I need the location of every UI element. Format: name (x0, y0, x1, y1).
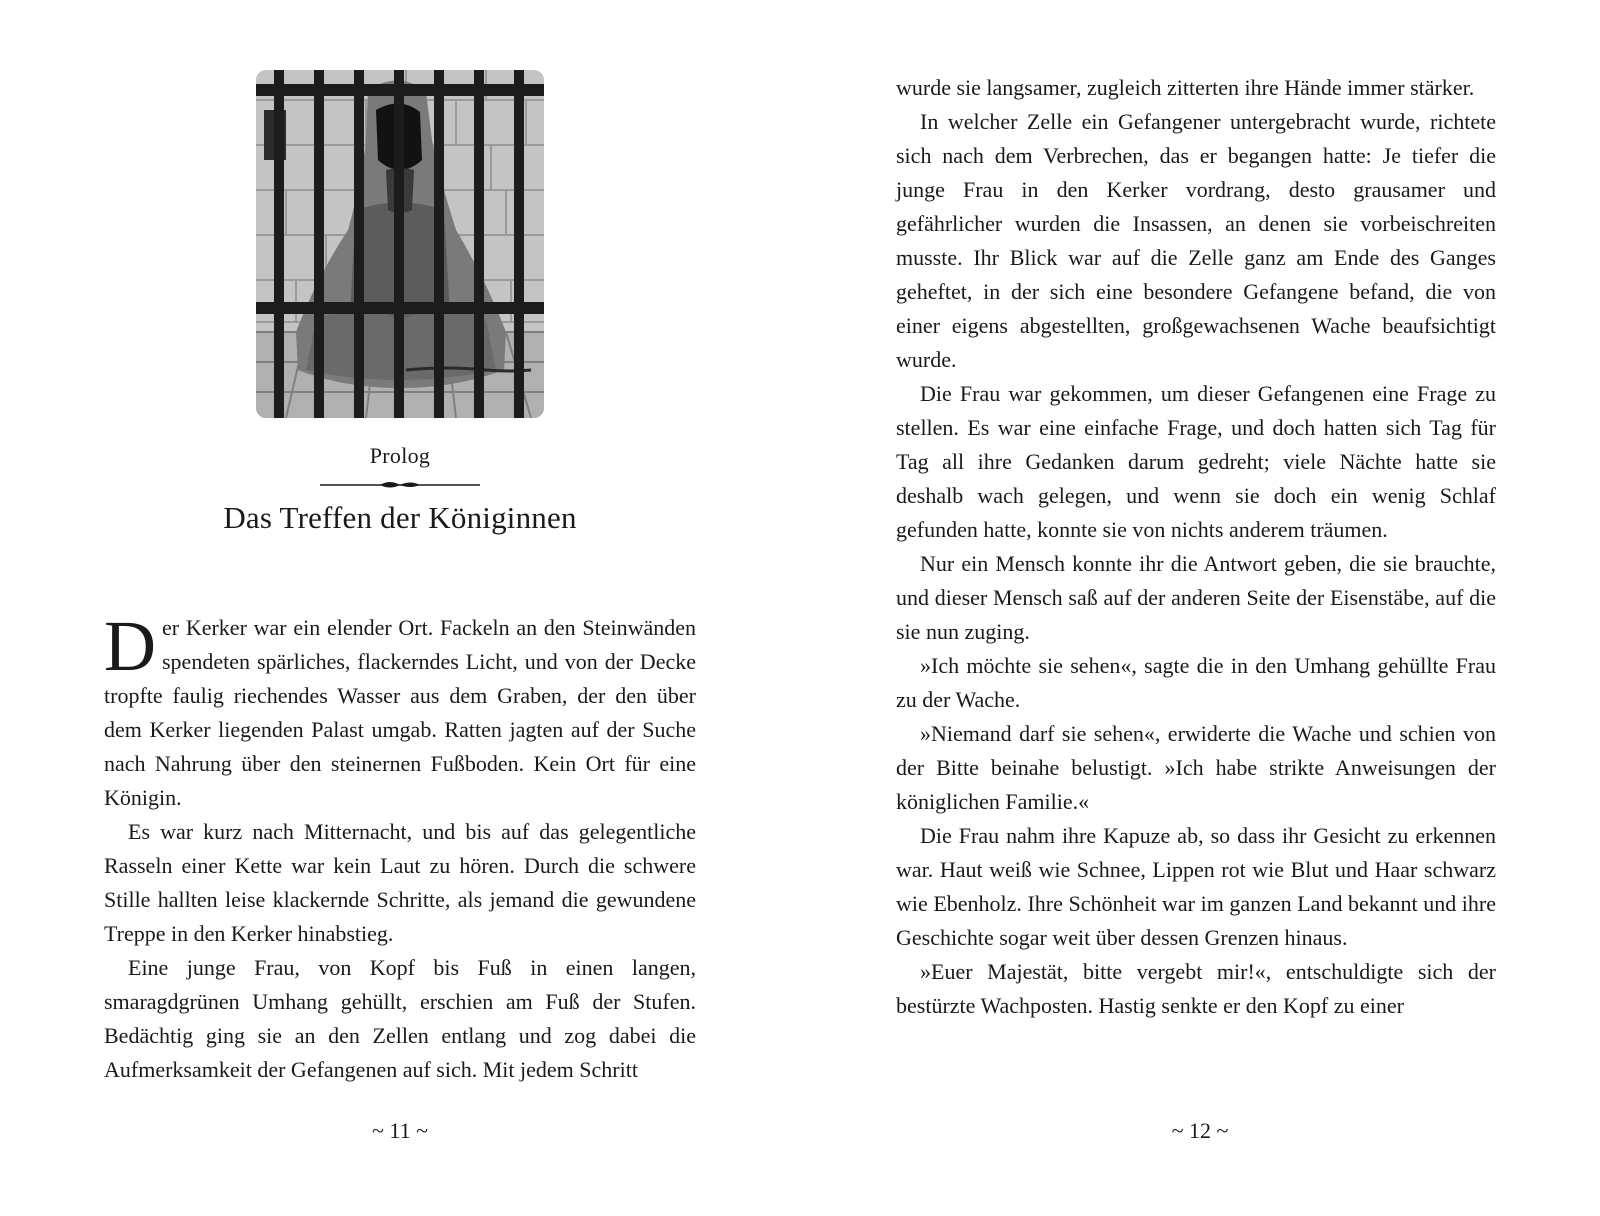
paragraph: Eine junge Frau, von Kopf bis Fuß in einen langen, smaragdgrünen Umhang gehüllt, erschien am Fuß der Stufen. Bedächtig ging sie an den Zellen entlang und zog dabei die Aufmerksamkeit der Gefangenen auf sich. Mit jedem Schritt (104, 955, 696, 1082)
paragraph: »Niemand darf sie sehen«, erwiderte die Wache und schien von der Bitte beinahe belustigt. »Ich habe strikte Anweisungen der königlichen Familie.« (896, 721, 1496, 814)
left-page-body (104, 606, 696, 1087)
paragraph: Nur ein Mensch konnte ihr die Antwort geben, die sie brauchte, und dieser Mensch saß auf der anderen Seite der Eisenstäbe, auf die sie nun zuging. (896, 551, 1496, 644)
paragraph: Die Frau nahm ihre Kapuze ab, so dass ihr Gesicht zu erkennen war. Haut weiß wie Schnee, Lippen rot wie Blut und Haar schwarz wie Ebenholz. Ihre Schönheit war im ganzen Land bekannt und ihre Geschichte sogar weit über dessen Grenzen hinaus. (896, 823, 1496, 950)
chapter-label: Prolog (369, 443, 431, 468)
paragraph (104, 606, 696, 815)
hooded-prisoner-behind-bars-icon (256, 70, 544, 418)
ornament-divider-icon (320, 478, 480, 492)
paragraph: »Ich möchte sie sehen«, sagte die in den Umhang gehüllte Frau zu der Wache. (896, 653, 1496, 712)
right-page-body (896, 71, 1496, 1023)
dropcap-letter: D (104, 606, 156, 686)
paragraph: Es war kurz nach Mitternacht, und bis auf das gelegentliche Rasseln einer Kette war kein Laut zu hören. Durch die schwere Stille hallten leise klackernde Schritte, als jemand die gewundene Treppe in den Kerker hinabstieg. (104, 819, 696, 946)
paragraph: Die Frau war gekommen, um dieser Gefangenen eine Frage zu stellen. Es war eine einfache Frage, und doch hatten sich Tag für Tag all ihre Gedanken darum gedreht; viele Nächte hatte sie deshalb wach gelegen, und wenn sie doch ein wenig Schlaf gefunden hatte, konnte sie von nichts anderem träumen. (896, 381, 1496, 542)
page-number: ~ 12 ~ (1171, 1118, 1229, 1143)
page-number: ~ 11 ~ (372, 1118, 428, 1143)
paragraph: In welcher Zelle ein Gefangener untergebracht wurde, richtete sich nach dem Verbrechen, das er begangen hatte: Je tiefer die junge Frau in den Kerker vordrang, desto grausamer und gefährlicher wurden die Insassen, an denen sie vorbeischreiten musste. Ihr Blick war auf die Zelle ganz am Ende des Ganges geheftet, in der sich eine besondere Gefangene befand, die von einer eigens abgestellten, großgewachsenen Wache beaufsichtigt wurde. (896, 109, 1496, 372)
right-page (800, 0, 1600, 1216)
chapter-title: Das Treffen der Königinnen (223, 500, 577, 535)
paragraph: wurde sie langsamer, zugleich zitterten ihre Hände immer stärker. (896, 75, 1475, 100)
paragraph-text: er Kerker war ein elender Ort. Fackeln an den Steinwänden spendeten spärliches, flackerndes Licht, und von der Decke tropfte faulig riechendes Wasser aus dem Graben, der den über dem Kerker liegenden Palast umgab. Ratten jagten auf der Suche nach Nahrung über den steinernen Fußboden. Kein Ort für eine Königin. (104, 615, 696, 810)
paragraph: »Euer Majestät, bitte vergebt mir!«, entschuldigte sich der bestürzte Wachposten. Hastig senkte er den Kopf zu einer (896, 959, 1496, 1018)
